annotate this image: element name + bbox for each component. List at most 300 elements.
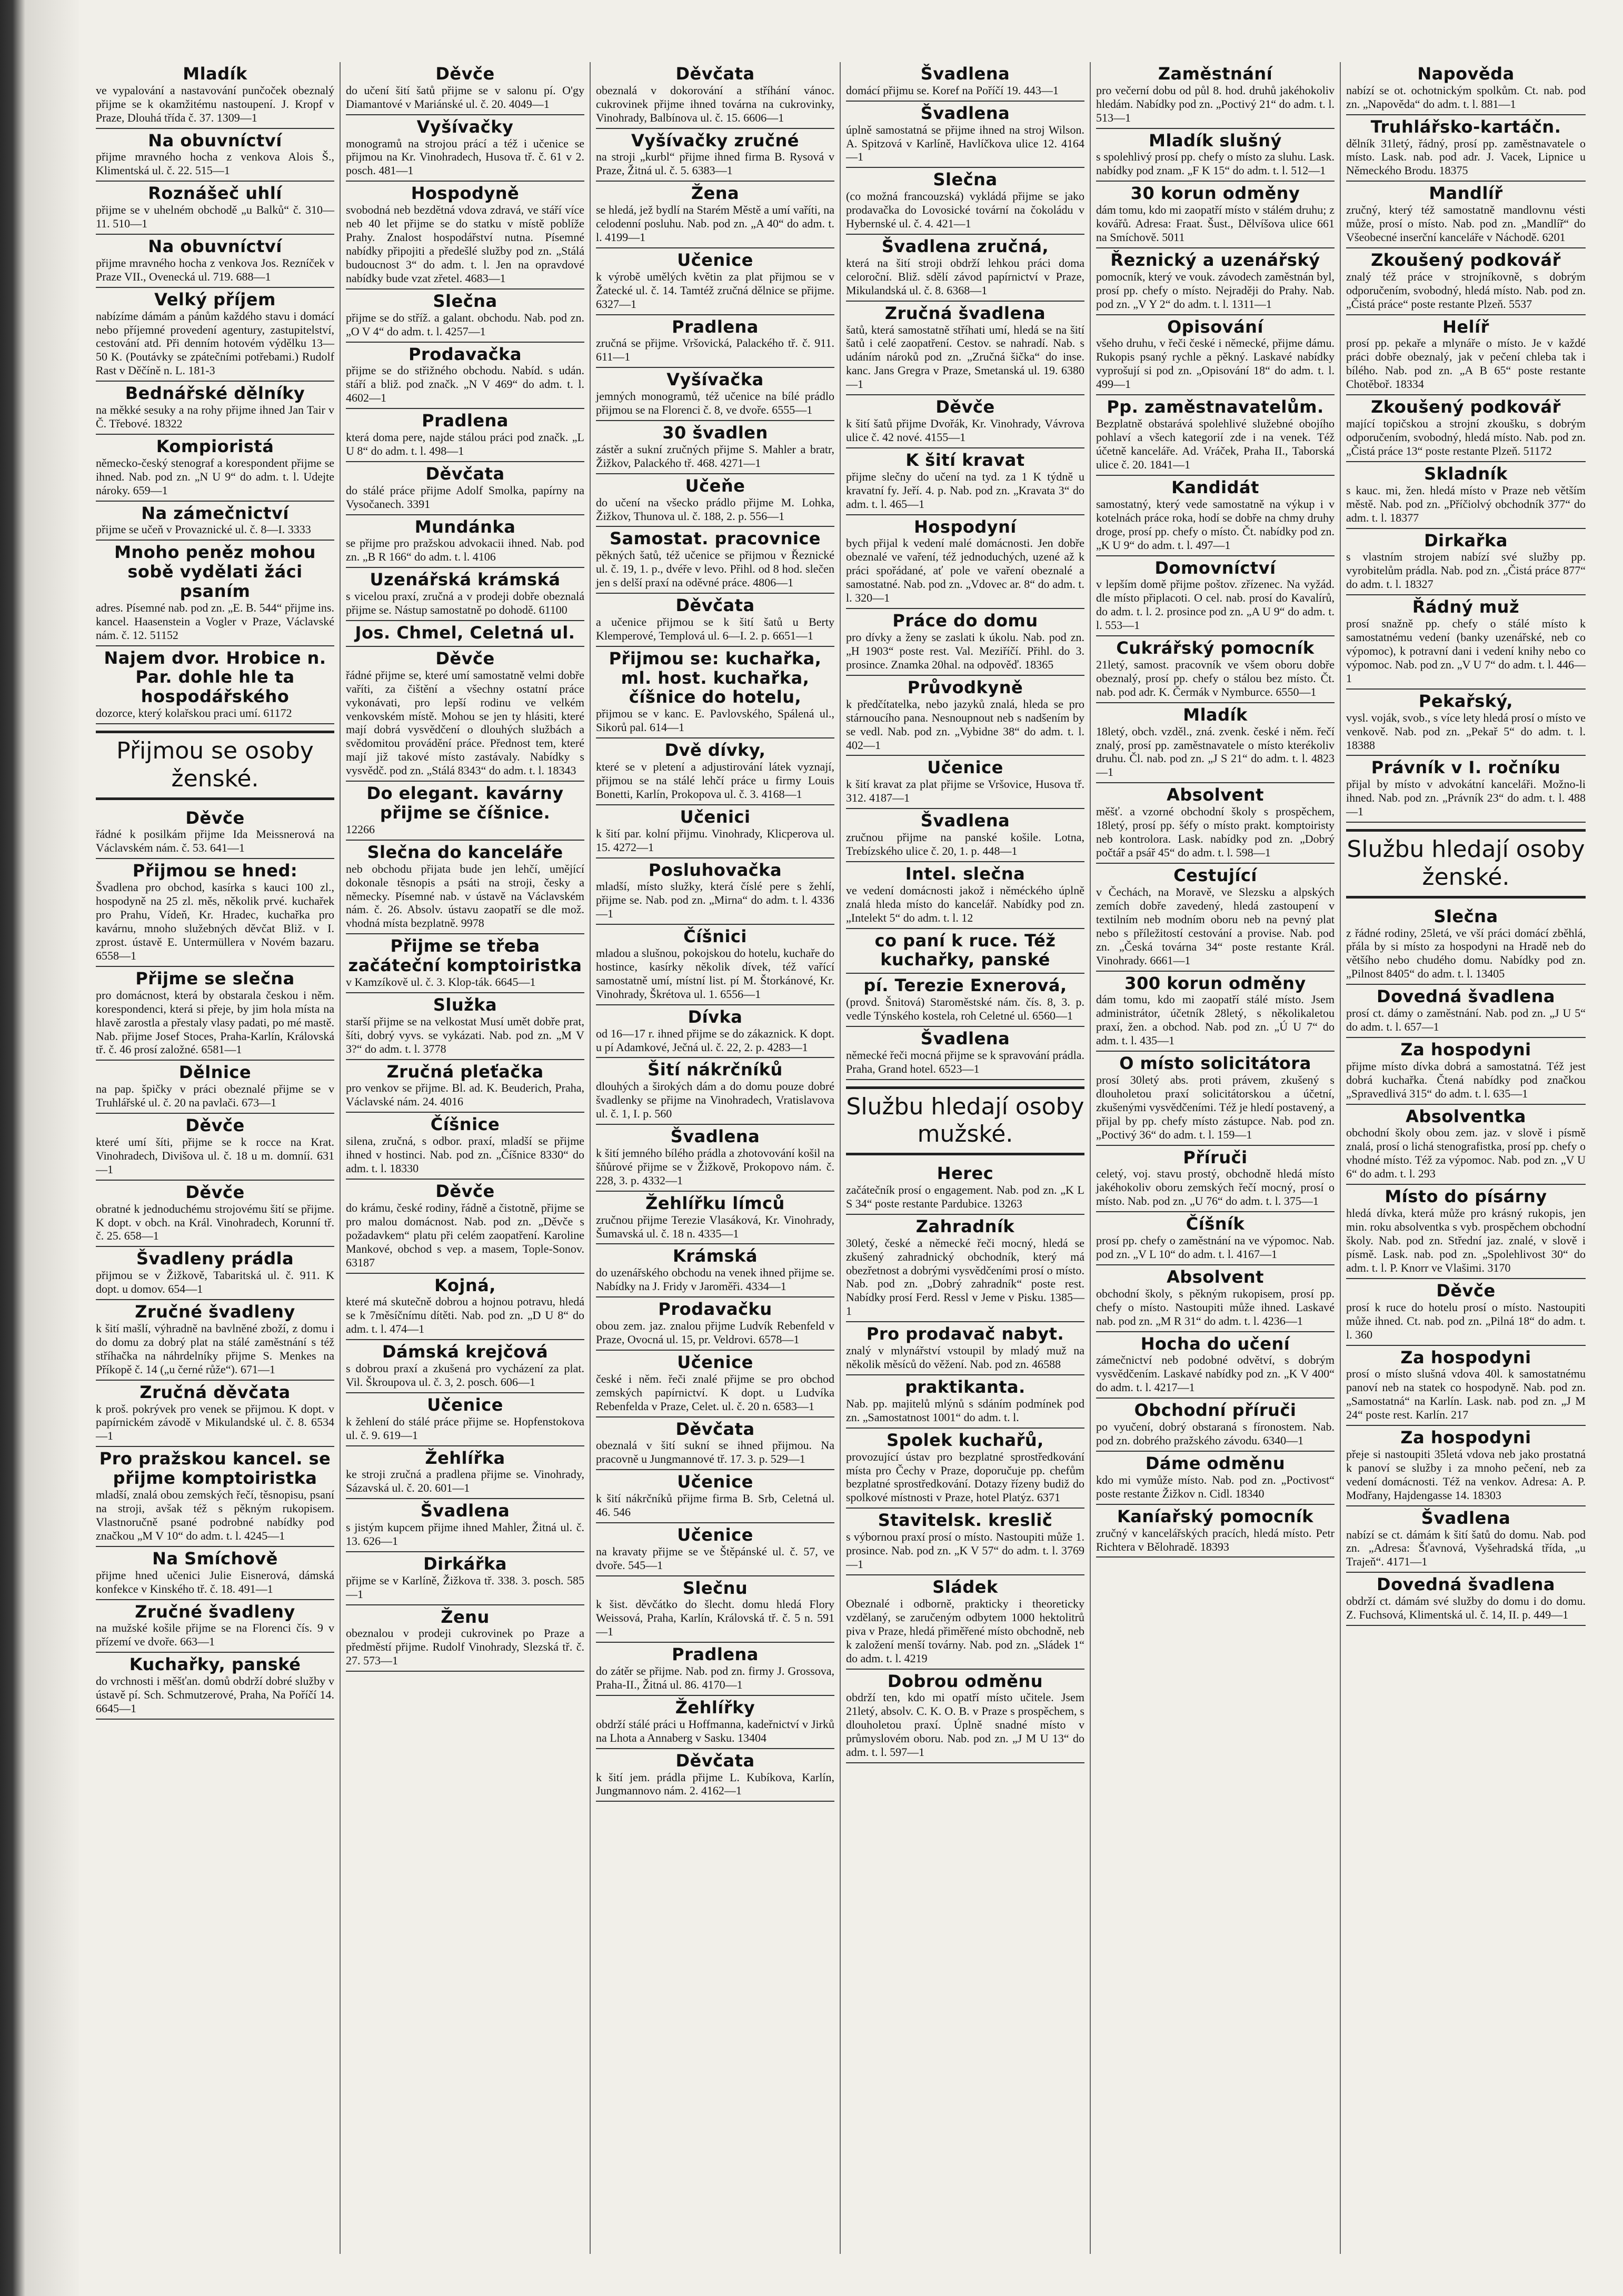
classified-ad — [596, 315, 834, 368]
ad-body: k šití nákrčníků přijme firma B. Srb, Celetná ul. 46. 546 — [596, 1492, 834, 1519]
classified-ad — [346, 1393, 584, 1446]
classified-columns — [91, 62, 1591, 2254]
classified-ad — [1346, 1185, 1586, 1279]
ad-body: do krámu, české rodiny, řádně a čistotně, přijme se pro malou domácnost. Nab. pod zn. „Děvče s požadavkem“ platu při celém zaopatření. Karoline Mankové, obchod s vep. a masem, Tople-Sonov. 63187 — [346, 1201, 584, 1269]
ad-body: do stálé práce přijme Adolf Smolka, papírny na Vysočanech. 3391 — [346, 483, 584, 511]
ad-body: s kauc. mi, žen. hledá místo v Praze neb větším městě. Nab. pod zn. „Příčiolvý obchodník 377“ do adm. t. l. 18377 — [1346, 483, 1586, 524]
ad-body: přijme se v Karlíně, Žižkova tř. 338. 3. posch. 585—1 — [346, 1573, 584, 1601]
ad-body: k šití par. kolní přijmu. Vinohrady, Klicperova ul. 15. 4272—1 — [596, 826, 834, 854]
classified-ad — [596, 858, 834, 925]
ad-body: do učení na všecko prádlo přijme M. Lohka, Žižkov, Thunova ul. č. 188, 2. p. 556—1 — [596, 495, 834, 523]
classified-ad — [596, 1576, 834, 1643]
ad-body: přijme místo dívka dobrá a samostatná. Též jest dobrá kuchařka. Čtená nabídky pod značkou „Spravedlivá 315“ do adm. t. l. 635—1 — [1346, 1059, 1586, 1100]
ad-body: řádné přijme se, které umí samostatně velmi dobře vaříti, za čištění a všechny ostatní práce vykonávati, pro lepší rodinu ve velkém venkovském místě. Mohou se jen ty hlásiti, které mají dobrá vysvědčení o dlouhých službách a svědomitou provádění práce. Přednost tem, které mají již takové místo zastávaly. Nabídky s vysvědč. pod zn. „Stálá 8343“ do adm. t. l. 18343 — [346, 668, 584, 777]
ad-body: dělník 31letý, řádný, prosí pp. zaměstnavatele o místo. Lask. nab. pod adr. J. Vacek, Lipnice u Německého Brodu. 18375 — [1346, 136, 1586, 177]
ad-body: k šití šatů přijme Dvořák, Kr. Vinohrady, Vávrova ulice č. 42 nové. 4155—1 — [846, 417, 1084, 444]
ad-heading: Švadlena zručná, — [881, 236, 1049, 257]
classified-ad — [346, 290, 584, 343]
classified-ad — [1096, 395, 1335, 476]
ad-body: na měkké sesuky a na rohy přijme ihned Jan Tair v Č. Třebové. 18322 — [96, 403, 334, 431]
column-5 — [1091, 62, 1341, 2254]
ad-heading: Dívka — [688, 1006, 743, 1027]
classified-ad — [596, 248, 834, 315]
ad-body: prosí o místo slušná vdova 40l. k samostatnému panoví neb na statek co hospodyně. Nab. pod zn. „Samostatná“ na Karlín. Lask. nab. pod zn. „J M 24“ poste rest. Karlín. 217 — [1346, 1367, 1586, 1422]
ad-heading: Přijmou se: kuchařka, ml. host. kuchařka, číšnice do hotelu, — [609, 648, 822, 707]
classified-ad — [596, 129, 834, 182]
classified-ad — [1346, 1506, 1586, 1573]
ad-body: kdo mi vymůže místo. Nab. pod zn. „Poctivost“ poste restante Žižkov n. Cidl. 18340 — [1096, 1473, 1335, 1500]
ad-body: se přijme pro pražskou advokacii ihned. Nab. pod zn. „B R 166“ do adm. t. l. 4106 — [346, 536, 584, 564]
ad-body: české i něm. řeči znalé přijme se pro obchod zemských papírnictví. K dopt. u Ludvíka Rebenfelda v Praze, Celet. ul. č. 20 n. 6583—1 — [596, 1372, 834, 1413]
ad-heading: Švadlena — [1421, 1508, 1511, 1528]
classified-ad — [96, 1381, 334, 1448]
ad-heading: Stavitelsk. kreslič — [878, 1510, 1053, 1531]
ad-body: dlouhých a širokých dám a do domu pouze dobré švadlenky se přijme na Vinohradech, Vratislavova ul. č. 1, I. p. 560 — [596, 1080, 834, 1121]
ad-body: obdrží ten, kdo mi opatří místo učitele. Jsem 21letý, absolv. C. K. O. B. v Praze s prospěchem, s dlouholetou praxí. Úplně snadné místo v průmyslovém oboru. Nab. pod zn. „J M U 13“ do adm. t. l. 597—1 — [846, 1691, 1084, 1759]
ad-heading: Dvě dívky, — [664, 740, 766, 761]
ad-body: k proš. pokrývek pro venek se přijmou. K dopt. v papírnickém závodě v Mikulandské ul. č. 8. 6534—1 — [96, 1402, 334, 1443]
classified-ad — [346, 515, 584, 568]
classified-ad — [1346, 1279, 1586, 1346]
ad-heading: Učenice — [427, 1394, 503, 1415]
ad-heading: Přijme se třeba začáteční komptoiristka — [348, 936, 582, 976]
ad-heading: Hocha do učení — [1140, 1333, 1290, 1354]
classified-ad — [596, 62, 834, 129]
ad-body: na mužské košile přijme se na Florenci čís. 9 v přízemí ve dvoře. 663—1 — [96, 1621, 334, 1649]
ad-heading: Dirkařka — [1424, 530, 1508, 551]
ad-heading: Pradlena — [672, 1644, 759, 1665]
ad-body: po vyučení, dobrý obstaraná s fíronostem. Nab. pod zn. dobrého pražského závodu. 6340—1 — [1096, 1420, 1335, 1448]
classified-ad — [596, 805, 834, 858]
classified-ad — [346, 782, 584, 841]
ad-body: obeznalou v prodeji cukrovinek po Praze a předměstí přijme. Rudolf Vinohrady, Slezská tř. č. 27. 573—1 — [346, 1626, 584, 1668]
ad-heading: Učenice — [677, 250, 753, 271]
classified-ad — [96, 62, 334, 129]
ad-body: Obeznalé i odborně, prakticky i theoreticky vzdělaný, se zaručeným odbytem 1000 hektolitrů piva v Praze, hledá přiměřené místo obchodně, neb k založení menší továrny. Nab. pod zn. „Sládek 1“ do adm. t. l. 4219 — [846, 1596, 1084, 1665]
ad-body: úplně samostatná se přijme ihned na stroj Wilson. A. Spitzová v Karlíně, Havlíčkova ulice 12. 4164—1 — [846, 123, 1084, 164]
ad-body: měšť. a vzorné obchodní školy s prospěchem, 18letý, prosí pp. šéfy o místo prakt. komptoiristy neb kontrolora. Lask. nabídky pod zn. „Dobrý počtář a psář 45“ do adm. t. l. 598—1 — [1096, 805, 1335, 860]
ad-body: a učenice přijmou se k šití šatů u Berty Klemperové, Templová ul. 6—I. 2. p. 6651—1 — [596, 615, 834, 642]
classified-ad — [1096, 1452, 1335, 1505]
classified-ad — [1346, 690, 1586, 756]
classified-ad — [1096, 248, 1335, 315]
ad-heading: Pp. zaměstnavatelům. — [1107, 397, 1324, 417]
ad-heading: Domovníctví — [1154, 557, 1276, 578]
ad-heading: Za hospodyni — [1400, 1040, 1531, 1060]
ad-heading: Absolventka — [1406, 1106, 1526, 1126]
ad-body: do uzenářského obchodu na venek ihned přijme se. Nabídky na J. Fridy v Jaroměři. 4334—1 — [596, 1266, 834, 1293]
section-header — [846, 1086, 1084, 1156]
ad-heading: Zahradník — [915, 1216, 1015, 1236]
classified-ad — [346, 182, 584, 290]
classified-ad — [96, 182, 334, 235]
ad-body: 12266 — [346, 822, 375, 836]
ad-heading: Děvče — [435, 64, 495, 84]
ad-heading: Místo do písárny — [1385, 1186, 1547, 1207]
classified-ad — [346, 62, 584, 115]
ad-heading: Kandidát — [1171, 477, 1259, 497]
ad-heading: Zručná pleťačka — [386, 1061, 544, 1082]
classified-ad — [96, 1547, 334, 1600]
classified-ad — [96, 541, 334, 646]
ad-body: zručný v kancelářských pracích, hledá místo. Petr Richtera v Bělohradě. 18393 — [1096, 1526, 1335, 1553]
classified-ad — [346, 343, 584, 410]
ad-body: zručný, který též samostatně mandlovnu vésti může, prosí o místo. Nab. pod zn. „Mandlíř“ do Všeobecné inserční kanceláře v Náchodě. 6201 — [1346, 203, 1586, 244]
classified-ad — [596, 738, 834, 805]
ad-body: řádné k posilkám přijme Ida Meissnerová na Václavském nám. č. 53. 641—1 — [96, 827, 334, 855]
ad-heading: praktikanta. — [905, 1377, 1025, 1397]
ad-body: s výbornou praxí prosí o místo. Nastoupiti může 1. prosince. Nab. pod zn. „K V 57“ do adm. t. l. 3769—1 — [846, 1530, 1084, 1571]
ad-body: dám tomu, kdo mi zaopatří místo v stálém druhu; z kovářů. Adresa: Fraat. Šust., Dělvíšova ulice 661 na Smíchově. 5011 — [1096, 203, 1335, 244]
classified-ad — [96, 806, 334, 860]
classified-ad — [346, 1605, 584, 1672]
ad-heading: Pekařský, — [1418, 691, 1514, 711]
ad-body: s vlastním strojem nabízí své služby pp. vyrobitelům prádla. Nab. pod zn. „Čistá práce 877“ do adm. t. l. 18327 — [1346, 550, 1586, 591]
classified-ad — [1096, 864, 1335, 972]
ad-heading: Mnoho peněz mohou sobě vydělati žáci psaním — [114, 542, 316, 602]
classified-ad — [846, 974, 1084, 1027]
classified-ad — [96, 1447, 334, 1546]
classified-ad — [1346, 62, 1586, 115]
ad-body: přijmou se v Žižkově, Tabaritská ul. č. 911. K dopt. u domov. 654—1 — [96, 1269, 334, 1296]
ad-heading: Mundánka — [414, 516, 516, 537]
ad-heading: Žehlířku límců — [645, 1193, 785, 1213]
ad-body: neb obchodu přijata bude jen lehčí, umějící dokonale těsnopis a psáti na stroji, česky a německy. Písemné nab. v ústavě na Václavském nám. č. 26. Absolv. ústavu zaopatří se dle mož. vhodná místa bezplatně. 9978 — [346, 862, 584, 930]
ad-body: na stroji „kurbl“ přijme ihned firma B. Rysová v Praze, Žitná ul. č. 5. 6383—1 — [596, 150, 834, 177]
classified-ad — [346, 409, 584, 462]
ad-body: pro domácnost, která by obstarala českou i něm. korespondenci, která si přeje, by jim hola místa na hlavě zarostla a přestaly vlasy padati, po mé mastě. Nab. přijme Josef Stoces, Praha-Karlín, Královská tř. č. 46 prosí založné. 6581—1 — [96, 988, 334, 1056]
ad-heading: Učeňe — [685, 475, 745, 496]
ad-heading: Absolvent — [1167, 785, 1264, 805]
ad-heading: Práce do domu — [892, 611, 1038, 631]
classified-ad — [846, 62, 1084, 102]
ad-body: Nab. pp. majitelů mlýnů s sdáním podmínek pod zn. „Samostatnost 1001“ do adm. t. l. — [846, 1396, 1084, 1424]
classified-ad — [346, 1446, 584, 1500]
classified-ad — [1096, 315, 1335, 396]
classified-ad — [846, 235, 1084, 302]
classified-ad — [1346, 248, 1586, 315]
ad-body: Švadlena pro obchod, kasírka s kauci 100 zl., hospodyně na 25 zl. měs, několik prvé. kuchařek pro Prahu, Vídeň, Kr. Hradec, kuchařka pro kavárnu, mnoho služebných děvčat Bliž. v I. zprost. ústavě E. Untermüllera v Novém bazaru. 6558—1 — [96, 881, 334, 962]
ad-body: k výrobě umělých květin za plat přijmou se v Žatecké ul. č. 14. Tamtéž zručná dělnice se přijme. 6327—1 — [596, 269, 834, 311]
ad-heading: Kuchařky, panské — [129, 1654, 301, 1675]
ad-body: se hledá, jež bydlí na Starém Městě a umí vaříti, na celodenní posluhu. Nab. pod zn. „A 40“ do adm. t. l. 4199—1 — [596, 203, 834, 244]
section-title: Službu hledají osoby mužské. — [846, 1093, 1084, 1148]
ad-heading: Učenice — [677, 1524, 753, 1545]
ad-heading: Pradlena — [672, 316, 759, 337]
classified-ad — [1346, 395, 1586, 462]
classified-ad — [596, 1417, 834, 1471]
column-6 — [1341, 62, 1591, 2254]
ad-heading: Cukrářský pomocník — [1116, 638, 1315, 658]
page-binding-edge — [0, 0, 79, 2296]
ad-heading: Dělnice — [178, 1062, 252, 1083]
ad-body: pěkných šatů, též učenice se přijmou v Řeznické ul. č. 19, 1. p., dvéře v levo. Přihl. od 8 hod. slečen jen s delší praxí na oděvné práce. 4806—1 — [596, 548, 834, 590]
ad-body: 21letý, samost. pracovník ve všem oboru dobře obeznalý, prosí pp. chefy o stálou bez místo. Čt. nab. pod adr. K. Čermák v Nymburce. 6550—1 — [1096, 657, 1335, 698]
classified-ad — [596, 1470, 834, 1523]
classified-ad — [1346, 756, 1586, 823]
classified-ad — [846, 1322, 1084, 1375]
ad-heading: Slečna — [933, 169, 998, 190]
ad-body: prosí ct. dámy o zaměstnání. Nab. pod zn. „J U 5“ do adm. t. l. 657—1 — [1346, 1006, 1586, 1034]
ad-heading: Číšník — [1186, 1214, 1245, 1234]
ad-body: pro dívky a ženy se zaslati k úkolu. Nab. pod zn. „H 1903“ poste rest. Val. Meziříčí. Přihl. do 3. prosince. Znamka 20hal. na odpověď. 18365 — [846, 631, 1084, 671]
ad-heading: Žehlířka — [425, 1448, 505, 1468]
classified-ad — [1096, 182, 1335, 248]
ad-body: v Kamzíkově ul. č. 3. Klop-ták. 6645—1 — [346, 975, 536, 989]
ad-heading: Za hospodyni — [1400, 1347, 1531, 1367]
ad-heading: Zručná švadlena — [884, 303, 1046, 323]
ad-heading: Děvče — [185, 1182, 245, 1202]
classified-ad — [346, 621, 584, 647]
ad-heading: Krámská — [673, 1246, 758, 1266]
ad-heading: Na Smíchově — [152, 1548, 278, 1569]
ad-heading: Na obuvníctví — [148, 236, 282, 257]
ad-body: od 16—17 r. ihned přijme se do zákaznick. K dopt. u pí Adamkové, Ječná ul. č. 22, 2. p. 4283—1 — [596, 1026, 834, 1054]
classified-ad — [596, 647, 834, 738]
ad-body: nabízíme dámám a pánům každého stavu i domácí nebo příjemné provedení agentury, zastupitelství, cestování atd. Při denním hotovém výdělku 13—50 K. (Poutávky se zpátečními potřebami.) Rudolf Rast v Děčíně n. L. 181-3 — [96, 309, 334, 377]
classified-ad — [1346, 529, 1586, 596]
classified-ad — [846, 862, 1084, 929]
classified-ad — [1096, 1505, 1335, 1558]
ad-heading: Švadlena — [920, 1028, 1010, 1049]
ad-heading: Učenice — [677, 1472, 753, 1492]
ad-heading: Učenici — [680, 806, 751, 827]
ad-body: na pap. špičky v práci obeznalé přijme se v Truhlářské ul. č. 20 na pavlači. 673—1 — [96, 1082, 334, 1110]
classified-ad — [846, 756, 1084, 809]
ad-heading: Obchodní příruči — [1134, 1400, 1297, 1421]
classified-ad — [1096, 972, 1335, 1052]
classified-ad — [1096, 129, 1335, 182]
ad-heading: Na obuvníctví — [148, 130, 282, 151]
ad-heading: Řeznický a uzenářský — [1110, 250, 1320, 271]
classified-ad — [1346, 1346, 1586, 1426]
ad-heading: Přijme se slečna — [135, 968, 295, 989]
ad-body: k šití jem. prádla přijme L. Kubíkova, Karlín, Jungmannovo nám. 2. 4162—1 — [596, 1770, 834, 1798]
ad-heading: pí. Terezie Exnerová, — [863, 975, 1067, 996]
ad-heading: Pro pražskou kancel. se přijme komptoiristka — [99, 1449, 331, 1489]
classified-ad — [96, 1247, 334, 1300]
ad-body: přijal by místo v advokátní kanceláři. Možno-li ihned. Nab. pod zn. „Právník 23“ do adm. t. l. 488—1 — [1346, 777, 1586, 818]
ad-body: přijme mravného hocha z venkova Alois Š., Klimentská ul. č. 22. 515—1 — [96, 150, 334, 177]
ad-heading: Bednářské dělníky — [125, 383, 305, 404]
ad-body: která doma pere, najde stálou práci pod značk. „L U 8“ do adm. t. l. 498—1 — [346, 431, 584, 457]
ad-body: které má skutečně dobrou a hojnou potravu, hledá se k 7měsíčnímu dítěti. Nab. pod zn. „D U 8“ do adm. t. l. 474—1 — [346, 1295, 584, 1336]
ad-body: do zátěr se přijme. Nab. pod zn. firmy J. Grossova, Praha-II., Žitná ul. 86. 4170—1 — [596, 1664, 834, 1692]
ad-body: znalý též práce v strojníkovně, s dobrým odporučením, svobodný, hledá místo. Nab. pod zn. „Čistá práce“ poste restante Plzeň. 5537 — [1346, 269, 1586, 311]
ad-heading: Sládek — [932, 1577, 998, 1598]
classified-ad — [346, 993, 584, 1060]
classified-ad — [1096, 1052, 1335, 1146]
ad-body: prosí k ruce do hotelu prosí o místo. Nastoupiti může ihned. Ct. nab. pod zn. „Pilná 18“ do adm. t. l. 360 — [1346, 1300, 1586, 1341]
ad-heading: Služka — [433, 994, 497, 1015]
classified-ad — [596, 474, 834, 527]
ad-body: německo-český stenograf a korespondent přijme se ihned. Nab. pod zn. „N U 9“ do adm. t. l. Udejte nároky. 659—1 — [96, 456, 334, 497]
ad-body: pro venkov se přijme. Bl. ad. K. Beuderich, Praha, Václavské nám. 24. 4016 — [346, 1081, 584, 1109]
ad-heading: Zkoušený podkovář — [1371, 250, 1561, 271]
ad-heading: Truhlářsko-kartáčn. — [1370, 116, 1561, 137]
classified-ad — [596, 182, 834, 248]
ad-heading: Průvodkyně — [907, 677, 1023, 697]
ad-heading: Šití nákrčníků — [648, 1060, 783, 1080]
ad-heading: Za hospodyni — [1400, 1427, 1531, 1448]
ad-body: prosí 30letý abs. proti právem, zkušený s dlouholetou praxí solicitátorskou a účetní, zkušenými vysvědčeními. Též je hledí postavený, a přijal by pp. chefy místo zástupce. Nab. pod zn. „Poctivý 36“ do adm. t. l. 159—1 — [1096, 1073, 1335, 1141]
classified-ad — [596, 421, 834, 474]
ad-body: monogramů na strojou prácí a též i učenice se přijmou na Kr. Vinohradech, Husova tř. č. 61 v 2. posch. 481—1 — [346, 136, 584, 177]
ad-body: zámečnictví neb podobné odvětví, s dobrým vysvědčením. Laskavé nabídky pod zn. „K V 400“ do adm. t. l. 4217—1 — [1096, 1353, 1335, 1394]
ad-heading: Mladík slušný — [1149, 130, 1282, 151]
ad-heading: Kompioristá — [156, 436, 274, 457]
ad-body: na kravaty přijme se ve Štěpánské ul. č. 57, ve dvoře. 545—1 — [596, 1544, 834, 1572]
classified-ad — [846, 809, 1084, 862]
classified-ad — [96, 859, 334, 967]
ad-heading: Číšnici — [683, 926, 747, 947]
ad-body: s vicelou praxí, zručná a v prodeji dobře obeznalá přijme se. Nástup samostatně po dohodě. 61100 — [346, 590, 584, 617]
ad-body: mladší, znalá obou zemských řečí, těsnopisu, psaní na stroji, avšak též s pěkným rukopisem. Vlastnoručně psané podrobné nabídky pod značkou „M V 10“ do adm. t. l. 4245—1 — [96, 1488, 334, 1542]
ad-body: přijme se do střižného obchodu. Nabíd. s udán. stáří a bliž. pod značk. „N V 469“ do adm. t. l. 4602—1 — [346, 364, 584, 405]
classified-ad — [346, 115, 584, 182]
classified-ad — [1346, 905, 1586, 985]
ad-heading: Prodavačka — [408, 344, 522, 364]
ad-body: zručnou přijme na panské košile. Lotna, Trebízského ulice č. 20, 1. p. 448—1 — [846, 830, 1084, 857]
column-2 — [341, 62, 591, 2254]
ad-body: k šist. děvčátko do šlecht. domu hledá Flory Weissová, Praha, Karlín, Královská tř. č. 5 n. 591—1 — [596, 1598, 834, 1639]
classified-ad — [1096, 1265, 1335, 1332]
classified-ad — [1096, 476, 1335, 556]
ad-body: k šití mašlí, výhradně na bavlněné zboží, z domu i do domu za dobrý plat na stálé zaměstnání s též stříhačka na náhrdelníky přijme S. Menkes na Příkopě č. 14 („u černé růže“). 671—1 — [96, 1321, 334, 1376]
classified-ad — [846, 448, 1084, 515]
classified-ad — [846, 609, 1084, 676]
ad-body: starší přijme se na velkostat Musí umět dobře prat, šíti, dobrý vyvs. se vykázati. Nab. pod zn. „M V 3?“ do adm. t. l. 3778 — [346, 1014, 584, 1055]
ad-heading: Dáme odměnu — [1145, 1453, 1286, 1474]
ad-heading: Velký příjem — [154, 289, 276, 310]
ad-body: samostatný, který vede samostatně na výkup i v kotelnách práce roka, hodí se dobře na chmy druhy droge, prosí pp. chefy o místo. Čt. nabídky pod zn. „K U 9“ do adm. t. l. 497—1 — [1096, 497, 1335, 552]
ad-heading: Kaníařský pomocník — [1117, 1506, 1314, 1526]
classified-ad — [846, 1027, 1084, 1080]
classified-ad — [1096, 556, 1335, 637]
ad-body: šatů, která samostatně stříhati umí, hledá se na šití šatů i celé zaopatření. Cestov. se nahradí. Nab. s udáním nároků pod zn. „Zručná šička“ do inse. kanc. Jans Gregra v Praze, Smetanská ul. 19. 6380—1 — [846, 323, 1084, 391]
classified-ad — [846, 929, 1084, 974]
ad-body: přijme se do stříž. a galant. obchodu. Nab. pod zn. „O V 4“ do adm. t. l. 4257—1 — [346, 311, 584, 338]
ad-heading: Mladík — [1183, 704, 1248, 725]
classified-ad — [846, 676, 1084, 756]
ad-body: silena, zručná, s odbor. praxí, mladší se přijme ihned v hostinci. Nab. pod zn. „Číšnice 8330“ do adm. t. l. 18330 — [346, 1134, 584, 1175]
ad-body: (co možná francouzská) vykládá přijme se jako prodavačka do Lovosické tovární na čokoládu v Hybernské ul. č. 4. 421—1 — [846, 189, 1084, 231]
ad-heading: Spolek kuchařů, — [887, 1430, 1044, 1450]
ad-heading: Slečna do kanceláře — [367, 842, 563, 862]
classified-ad — [346, 1499, 584, 1552]
ad-heading: Slečna — [433, 291, 497, 311]
classified-ad — [346, 647, 584, 782]
classified-ad — [1096, 703, 1335, 784]
ad-body: obchodní školy obou zem. jaz. v slově i písmě znalá, prosí o lichá stenografistka, prosí pp. chefy o vhodné místo. Též za výpomoc. Nab. pod zn. „V U 6“ do adm. t. l. 293 — [1346, 1126, 1586, 1181]
ad-heading: Absolvent — [1167, 1267, 1264, 1287]
ad-heading: Číšnice — [430, 1114, 500, 1135]
classified-ad — [1346, 1426, 1586, 1506]
ad-body: prosí snažně pp. chefy o stálé místo k samostatnému vedení (banky uzenářské, neb co výpomoc), k potravní dani i vedení knihy nebo co výpomoc. Nab. pod zn. „V U 7“ do adm. t. l. 446—1 — [1346, 617, 1586, 685]
classified-ad — [846, 1162, 1084, 1215]
classified-ad — [346, 1552, 584, 1605]
ad-heading: Švadlena — [420, 1501, 510, 1521]
ad-body: provozující ústav pro bezplatné sprostředkování místa pro Čechy v Praze, doporučuje pp. chefům bezplatné sprostředkování. Dotazy řízeny budiž do spolkové místnosti v Praze, hotel Platýz. 6371 — [846, 1450, 1084, 1504]
ad-body: začátečník prosí o engagement. Nab. pod zn. „K L S 34“ poste restante Pardubice. 13263 — [846, 1183, 1084, 1210]
ad-heading: O místo solicitátora — [1119, 1053, 1311, 1074]
classified-ad — [846, 302, 1084, 396]
ad-body: s dobrou praxí a zkušená pro vycházení za plat. Vil. Škroupova ul. č. 3, 2. posch. 606—1 — [346, 1361, 584, 1389]
ad-body: obchodní školy, s pěkným rukopisem, prosí pp. chefy o místo. Nastoupiti může ihned. Laskavé nab. pod zn. „M R 31“ do adm. t. l. 4236—1 — [1096, 1286, 1335, 1327]
ad-heading: Prodavačku — [658, 1299, 772, 1320]
ad-body: pro večerní dobu od půl 8. hod. druhů jakéhokoliv hledám. Nabídky pod zn. „Poctivý 21“ do adm. t. l. 513—1 — [1096, 83, 1335, 124]
ad-body: zástěr a sukní zručných přijme S. Mahler a bratr, Žižkov, Palackého tř. 468. 4271—1 — [596, 442, 834, 470]
ad-body: Bezplatně obstarává spolehlivé služebné obojího pohlaví a všech kategorií zde i na venek. Též účetně kanceláře. Ad. Vráček, Praha II., Taborská ulice č. 20. 1841—1 — [1096, 417, 1335, 471]
classified-ad — [346, 462, 584, 515]
classified-ad — [596, 1058, 834, 1125]
ad-body: do učení šití šatů přijme se v salonu pí. O'gy Diamantové v Mariánské ul. č. 20. 4049—1 — [346, 83, 584, 111]
classified-ad — [1096, 1399, 1335, 1452]
classified-ad — [596, 594, 834, 647]
classified-ad — [1346, 315, 1586, 396]
ad-heading: Příruči — [1183, 1147, 1248, 1167]
ad-heading: Švadlena — [920, 64, 1010, 84]
classified-ad — [96, 235, 334, 288]
ad-body: 30letý, české a německé řeči mocný, hledá se zkušený zahradnický obchodník, který má obezřetnost a dobrými vysvědčeními prosí o místo. Nab. pod zn. „Dobrý zahradník“ poste rest. Nabídky prosí Ferd. Ressl v Jeme v Pisku. 1385—1 — [846, 1236, 1084, 1318]
classified-ad — [1096, 783, 1335, 864]
ad-heading: 300 korun odměny — [1124, 973, 1306, 993]
ad-heading: Děvčata — [675, 1419, 755, 1439]
ad-heading: Dobrou odměnu — [887, 1671, 1043, 1691]
classified-ad — [346, 1340, 584, 1393]
ad-heading: Děvče — [435, 1181, 495, 1201]
classified-ad — [596, 1244, 834, 1297]
ad-body: mladší, místo služky, která číslé pere s žehlí, přijme se. Nab. pod zn. „Mirna“ do adm. t. l. 4336—1 — [596, 880, 834, 921]
ad-heading: 30 korun odměny — [1130, 183, 1300, 204]
classified-ad — [846, 1670, 1084, 1764]
ad-body: přijme mravného hocha z venkova Jos. Rezníček v Praze VII., Ovenecká ul. 719. 688—1 — [96, 256, 334, 283]
classified-ad — [846, 1575, 1084, 1670]
classified-ad — [96, 435, 334, 502]
classified-ad — [1096, 1146, 1335, 1213]
classified-ad — [96, 288, 334, 382]
ad-heading: Dirkářka — [423, 1553, 507, 1574]
ad-body: k žehlení do stálé práce přijme se. Hopfenstokova ul. č. 9. 619—1 — [346, 1414, 584, 1442]
ad-body: prosí pp. pekaře a mlynáře o místo. Je v každé práci dobře obeznalý, jak v pečení chleba tak i bílého. Nab. pod zn. „A B 65“ poste restante Chotěboř. 18334 — [1346, 336, 1586, 391]
column-3 — [591, 62, 841, 2254]
classified-ad — [96, 1653, 334, 1720]
ad-heading: Zručné švadleny — [135, 1302, 295, 1322]
ad-heading: Žena — [691, 183, 740, 204]
ad-heading: Děvčata — [675, 64, 755, 84]
classified-ad — [596, 1192, 834, 1245]
classified-ad — [1096, 1212, 1335, 1265]
classified-ad — [346, 934, 584, 993]
ad-body: obeznalá v šití sukní se ihned přijmou. Na pracovně u Jungmannové tř. 17. 3. p. 529—1 — [596, 1439, 834, 1466]
ad-heading: Přijmou se hned: — [132, 861, 298, 881]
classified-ad — [596, 368, 834, 421]
classified-ad — [346, 1180, 584, 1274]
ad-body: přijme slečny do učení na tyd. za 1 K týdně u kravatní fy. Jeří. 4. p. Nab. pod zn. „Kravata 3“ do adm. t. l. 465—1 — [846, 470, 1084, 511]
ad-heading: Pradlena — [422, 411, 509, 431]
column-4 — [841, 62, 1091, 2254]
ad-body: (provd. Šnitová) Staroměstské nám. čís. 8, 3. p. vedle Týnského kostela, roh Celetné ul. 6560—1 — [846, 995, 1084, 1022]
ad-heading: Roznášeč uhlí — [148, 183, 282, 204]
ad-heading: Ženu — [441, 1606, 490, 1627]
ad-heading: Švadlena — [920, 103, 1010, 123]
ad-heading: Do elegant. kavárny přijme se číšnice. — [366, 783, 564, 823]
ad-body: mladou a slušnou, pokojskou do hotelu, kuchaře do hostince, kasírky několik dívek, též vařící samostatně umí, místní list. pí M. Štorkánové, Kr. Vinohrady, Škrétova ul. 1. 6556—1 — [596, 946, 834, 1001]
ad-body: nabízí se ot. ochotnickým spolkům. Ct. nab. pod zn. „Napověda“ do adm. t. l. 881—1 — [1346, 83, 1586, 111]
section-header — [1346, 829, 1586, 899]
classified-ad — [846, 1215, 1084, 1323]
ad-heading: Herec — [937, 1163, 994, 1184]
